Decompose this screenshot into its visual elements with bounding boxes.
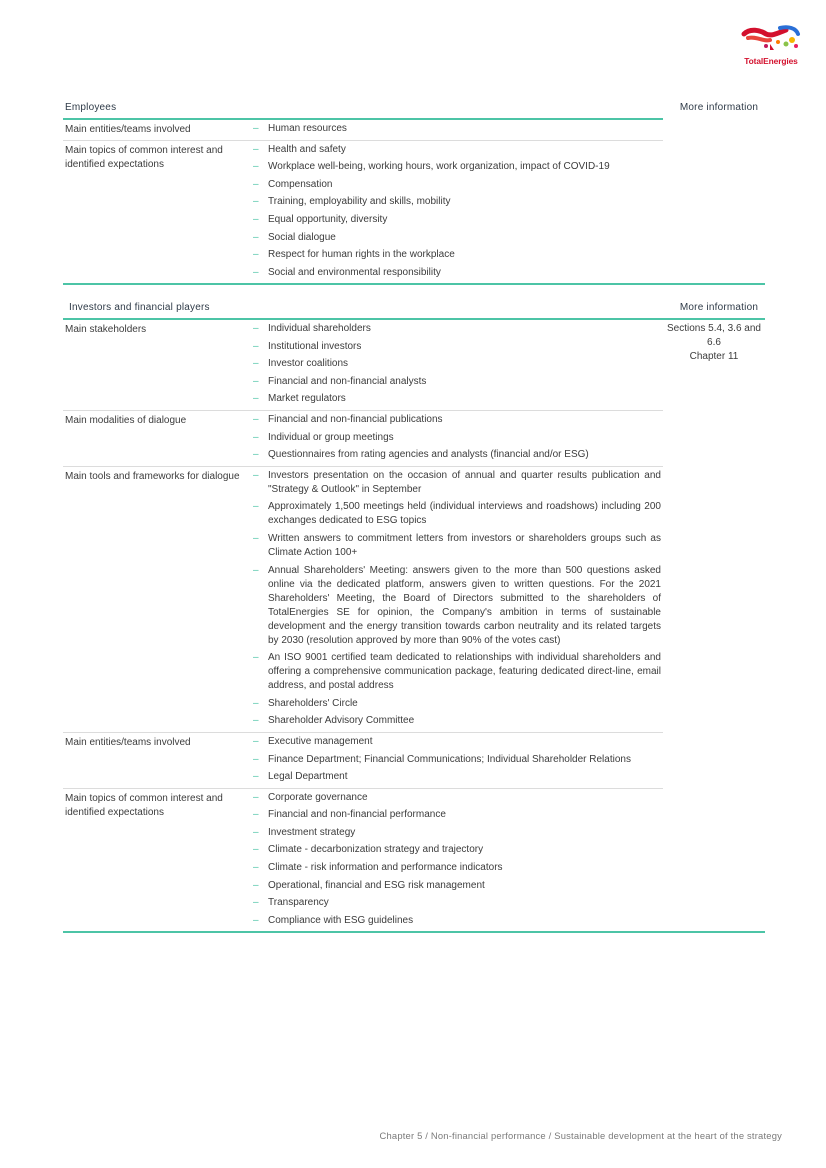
list-item: – Executive management [253,735,661,749]
list-item: – Market regulators [253,392,661,406]
list-item: – Financial and non-financial performance [253,808,661,822]
row-items [253,143,661,280]
list-item: – Legal Department [253,770,661,784]
list-item: – An ISO 9001 certified team dedicated to relationships with individual shareholders and offering a comprehensive communication package, featuring dedicated direct-line, email address, and postal address [253,651,661,693]
list-item: – Questionnaires from rating agencies and analysts (financial and/or ESG) [253,448,661,462]
row-items [253,122,661,136]
list-item: – Finance Department; Financial Communications; Individual Shareholder Relations [253,753,661,767]
list-item: – Financial and non-financial publications [253,413,661,427]
list-item: – Transparency [253,896,661,910]
list-item: – Workplace well-being, working hours, work organization, impact of COVID-19 [253,160,661,174]
list-item: – Respect for human rights in the workplace [253,248,661,262]
row-label: Main topics of common interest and identified expectations [65,792,223,818]
list-item: – Climate - risk information and performance indicators [253,861,661,875]
row-label: Main entities/teams involved [65,736,191,748]
employees-section [63,99,765,285]
investors-header [63,299,765,320]
row-label: Main modalities of dialogue [65,414,187,426]
list-item: – Individual or group meetings [253,431,661,445]
table-row [63,467,663,733]
list-item: – Shareholders' Circle [253,697,661,711]
row-label: Main tools and frameworks for dialogue [65,470,240,482]
table-row [63,141,663,280]
table-row [63,320,663,411]
more-info-ref: Chapter 11 [689,351,739,362]
row-label: Main topics of common interest and identified expectations [65,144,223,170]
employees-header [63,99,765,120]
brand-name: TotalEnergies [744,56,798,66]
list-item: – Annual Shareholders' Meeting: answers given to the more than 500 questions asked online via the dedicated platform, answers given to written questions. For the 2021 Shareholders' Meeting, the Board of Directors submitted to the shareholders of TotalEnergies SE for opinion, the Company's ambition in terms of sustainable development and the energy transition towards carbon neutrality and its related targets by 2030 (resolution approved by more than 90% of the votes cast) [253,564,661,648]
brand-logo [740,24,802,68]
row-items [253,413,661,462]
list-item: – Corporate governance [253,791,661,805]
list-item: – Financial and non-financial analysts [253,375,661,389]
list-item: – Social and environmental responsibility [253,266,661,280]
list-item: – Investors presentation on the occasion of annual and quarter results publication and "Strategy & Outlook" in September [253,469,661,497]
employees-table-body [63,120,765,280]
list-item: – Training, employability and skills, mobility [253,195,661,209]
list-item: – Social dialogue [253,231,661,245]
table-row [63,789,663,928]
logo-mark-icon [740,24,802,56]
row-items [253,791,661,928]
list-item: – Investment strategy [253,826,661,840]
list-item: – Human resources [253,122,661,136]
list-item: – Institutional investors [253,340,661,354]
list-item: – Health and safety [253,143,661,157]
list-item: – Written answers to commitment letters from investors or shareholders groups such as Climate Action 100+ [253,532,661,560]
section-bottom-divider [63,283,765,285]
list-item: – Shareholder Advisory Committee [253,714,661,728]
investors-title: Investors and financial players [69,302,210,313]
row-items [253,469,661,729]
investors-section [63,299,765,933]
list-item: – Individual shareholders [253,322,661,336]
row-label: Main entities/teams involved [65,124,191,135]
list-item: – Equal opportunity, diversity [253,213,661,227]
page-footer: Chapter 5 / Non-financial performance / Sustainable development at the heart of the strategy [379,1130,782,1141]
section-bottom-divider [63,931,765,933]
more-info-ref: Sections 5.4, 3.6 and 6.6 [667,323,761,348]
list-item: – Climate - decarbonization strategy and trajectory [253,843,661,857]
table-row [63,411,663,467]
list-item: – Compliance with ESG guidelines [253,914,661,928]
row-items [253,735,661,784]
employees-more-info-heading: More information [679,102,759,113]
row-items [253,322,661,406]
row-label: Main stakeholders [65,324,147,335]
investors-more-info-refs [663,322,765,364]
table-row [63,733,663,789]
investors-more-info-heading: More information [679,302,759,313]
investors-table-body [63,320,765,928]
list-item: – Approximately 1,500 meetings held (individual interviews and roadshows) including 200 exchanges dedicated to ESG topics [253,500,661,528]
list-item: – Operational, financial and ESG risk management [253,879,661,893]
list-item: – Investor coalitions [253,357,661,371]
list-item: – Compensation [253,178,661,192]
employees-title: Employees [65,102,117,113]
table-row [63,120,663,141]
